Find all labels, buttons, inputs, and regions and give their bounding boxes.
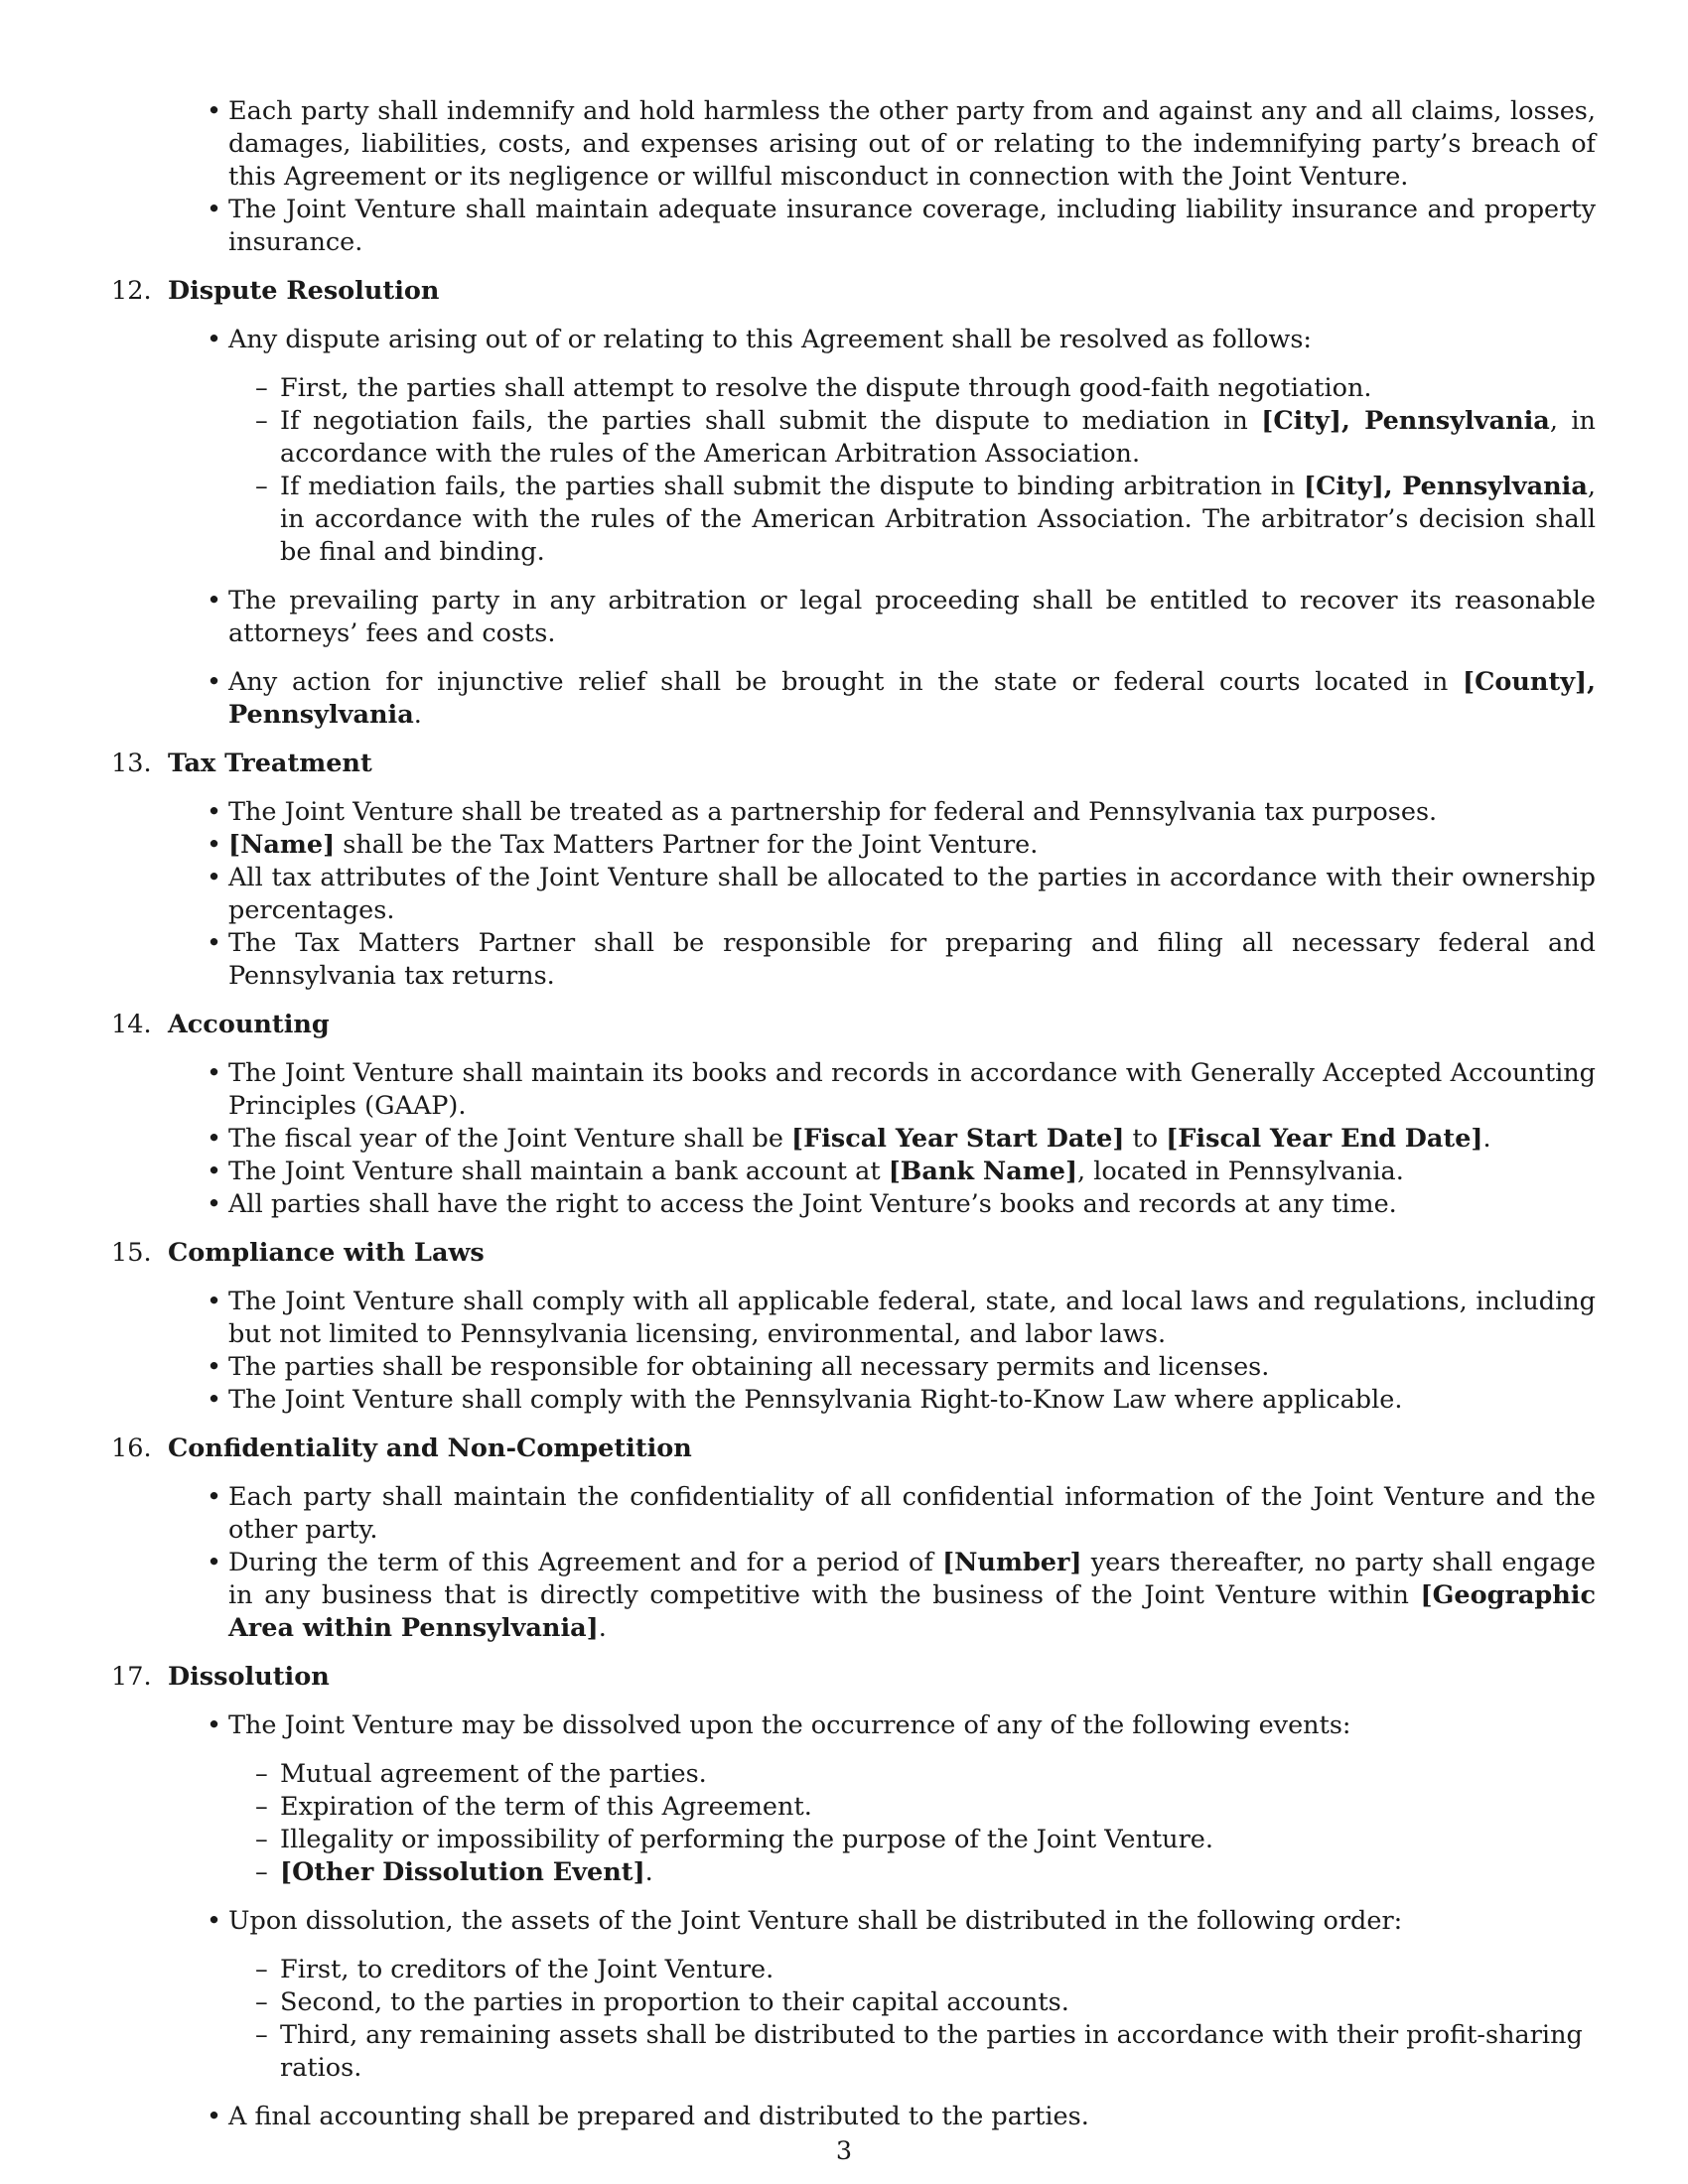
placeholder-field: [Geographic Area within Pennsylvania] bbox=[228, 1580, 1596, 1643]
list-item bbox=[111, 862, 1596, 927]
section-title: Compliance with Laws bbox=[168, 1238, 485, 1268]
item-text: The parties shall be responsible for obtaining all necessary permits and licenses. bbox=[228, 1352, 1270, 1382]
section-13-list bbox=[111, 796, 1596, 993]
section-title: Confidentiality and Non-Competition bbox=[168, 1433, 692, 1463]
section-number: 13. bbox=[111, 749, 152, 778]
list-item: • The Joint Venture shall maintain adequate insurance coverage, including liability insurance and property insurance. bbox=[111, 194, 1596, 259]
item-text: All tax attributes of the Joint Venture shall be allocated to the parties in accordance with their ownership percentages. bbox=[228, 863, 1596, 925]
list-item bbox=[111, 585, 1596, 650]
section-number: 16. bbox=[111, 1433, 152, 1463]
section-12-sublist bbox=[111, 372, 1596, 569]
section-title: Accounting bbox=[168, 1010, 330, 1039]
sub-list-item bbox=[111, 471, 1596, 569]
item-text: Illegality or impossibility of performing the purpose of the Joint Venture. bbox=[280, 1825, 1213, 1854]
item-text: If mediation fails, the parties shall submit the dispute to binding arbitration in bbox=[280, 472, 1305, 501]
item-text: Any dispute arising out of or relating to this Agreement shall be resolved as follows: bbox=[228, 325, 1312, 354]
section-title: Tax Treatment bbox=[168, 749, 372, 778]
item-text: A final accounting shall be prepared and distributed to the parties. bbox=[228, 2102, 1089, 2131]
section-17-sublist-events bbox=[111, 1758, 1596, 1889]
list-item bbox=[111, 1123, 1596, 1156]
item-text: shall be the Tax Matters Partner for the Joint Venture. bbox=[335, 830, 1039, 860]
section-number: 14. bbox=[111, 1010, 152, 1039]
item-text: , in accordance with the rules of the American Arbitration Association. bbox=[280, 406, 1596, 469]
section-12-list bbox=[111, 324, 1596, 356]
item-text: . bbox=[413, 700, 422, 730]
section-number: 12. bbox=[111, 276, 152, 306]
section-heading-15 bbox=[111, 1237, 1596, 1270]
section-17-list-cont2 bbox=[111, 2101, 1596, 2133]
section-17-sublist-order bbox=[111, 1954, 1596, 2085]
item-text: The Joint Venture shall maintain a bank account at bbox=[228, 1157, 889, 1186]
document-body bbox=[111, 95, 1596, 2133]
item-text: During the term of this Agreement and for a period of bbox=[228, 1548, 943, 1577]
section-heading-12 bbox=[111, 275, 1596, 308]
item-text: . bbox=[598, 1613, 607, 1643]
item-text: , in accordance with the rules of the American Arbitration Association. The arbitrator’s decision shall be final and binding. bbox=[280, 472, 1596, 567]
sub-list-item bbox=[111, 1856, 1596, 1889]
placeholder-field: [Bank Name] bbox=[888, 1157, 1078, 1186]
item-text: The fiscal year of the Joint Venture shall be bbox=[228, 1124, 792, 1154]
item-text: Upon dissolution, the assets of the Joint Venture shall be distributed in the following order: bbox=[228, 1906, 1403, 1936]
list-item bbox=[111, 666, 1596, 732]
section-16-list bbox=[111, 1481, 1596, 1645]
item-text: . bbox=[1482, 1124, 1491, 1154]
item-text: The Tax Matters Partner shall be responsible for preparing and filing all necessary federal and Pennsylvania tax returns. bbox=[228, 928, 1596, 991]
list-item bbox=[111, 1156, 1596, 1188]
list-item bbox=[111, 1384, 1596, 1417]
item-text: First, the parties shall attempt to resolve the dispute through good-faith negotiation. bbox=[280, 373, 1372, 403]
list-item bbox=[111, 324, 1596, 356]
list-item bbox=[111, 2101, 1596, 2133]
list-item bbox=[111, 796, 1596, 829]
section-heading-14 bbox=[111, 1009, 1596, 1041]
item-text: Each party shall maintain the confidentiality of all confidential information of the Joint Venture and the other party. bbox=[228, 1482, 1596, 1545]
list-item bbox=[111, 1709, 1596, 1742]
intro-bullets bbox=[111, 95, 1596, 259]
section-17-list-cont bbox=[111, 1905, 1596, 1938]
item-text: years thereafter, no party shall engage in any business that is directly competitive with the business of the Joint Venture within bbox=[228, 1548, 1596, 1610]
sub-list-item bbox=[111, 1758, 1596, 1791]
list-item bbox=[111, 1188, 1596, 1221]
sub-list-item bbox=[111, 1824, 1596, 1856]
sub-list-item bbox=[111, 405, 1596, 471]
item-text: If negotiation fails, the parties shall submit the dispute to mediation in bbox=[280, 406, 1262, 436]
section-heading-16 bbox=[111, 1433, 1596, 1465]
placeholder-field: [Fiscal Year End Date] bbox=[1166, 1124, 1483, 1154]
placeholder-field: [Name] bbox=[228, 830, 336, 860]
item-text: to bbox=[1124, 1124, 1167, 1154]
item-text: The Joint Venture may be dissolved upon the occurrence of any of the following events: bbox=[228, 1710, 1351, 1740]
section-title: Dispute Resolution bbox=[168, 276, 440, 306]
list-item bbox=[111, 1547, 1596, 1645]
section-heading-13 bbox=[111, 748, 1596, 780]
list-item bbox=[111, 829, 1596, 862]
sub-list-item bbox=[111, 372, 1596, 405]
section-heading-17 bbox=[111, 1661, 1596, 1694]
section-number: 17. bbox=[111, 1662, 152, 1692]
item-text: Third, any remaining assets shall be distributed to the parties in accordance with their profit-sharing ratios. bbox=[280, 2020, 1583, 2083]
section-number: 15. bbox=[111, 1238, 152, 1268]
list-item: • Each party shall indemnify and hold harmless the other party from and against any and all claims, losses, damages, liabilities, costs, and expenses arising out of or relating to the indemnifying party’s breach of this Agreement or its negligence or willful misconduct in connection with the Joint Venture. bbox=[111, 95, 1596, 194]
placeholder-field: [City], Pennsylvania bbox=[1304, 472, 1588, 501]
item-text: The prevailing party in any arbitration or legal proceeding shall be entitled to recover its reasonable attorneys’ fees and costs. bbox=[228, 586, 1596, 648]
item-text: The Joint Venture shall maintain its books and records in accordance with Generally Accepted Accounting Principles (GAAP). bbox=[228, 1058, 1596, 1121]
list-item bbox=[111, 927, 1596, 993]
item-text: . bbox=[644, 1857, 653, 1887]
item-text: The Joint Venture shall comply with all applicable federal, state, and local laws and regulations, including but not limited to Pennsylvania licensing, environmental, and labor laws. bbox=[228, 1287, 1596, 1349]
item-text: The Joint Venture shall comply with the Pennsylvania Right-to-Know Law where applicable. bbox=[228, 1385, 1403, 1415]
list-item bbox=[111, 1481, 1596, 1547]
list-item bbox=[111, 1905, 1596, 1938]
section-12-list-cont bbox=[111, 585, 1596, 650]
item-text: Mutual agreement of the parties. bbox=[280, 1759, 707, 1789]
item-text: Any action for injunctive relief shall be brought in the state or federal courts located in bbox=[228, 667, 1463, 697]
item-text: Expiration of the term of this Agreement. bbox=[280, 1792, 812, 1822]
section-14-list bbox=[111, 1057, 1596, 1221]
sub-list-item bbox=[111, 2019, 1596, 2085]
item-text: First, to creditors of the Joint Venture. bbox=[280, 1955, 774, 1984]
section-12-list-cont2 bbox=[111, 666, 1596, 732]
sub-list-item bbox=[111, 1954, 1596, 1986]
item-text: The Joint Venture shall be treated as a partnership for federal and Pennsylvania tax purposes. bbox=[228, 797, 1438, 827]
sub-list-item bbox=[111, 1791, 1596, 1824]
page-number: 3 bbox=[835, 2136, 853, 2166]
placeholder-field: [Fiscal Year Start Date] bbox=[791, 1124, 1125, 1154]
section-title: Dissolution bbox=[168, 1662, 330, 1692]
placeholder-field: [Number] bbox=[942, 1548, 1082, 1577]
section-15-list bbox=[111, 1286, 1596, 1417]
list-item bbox=[111, 1286, 1596, 1351]
list-item bbox=[111, 1351, 1596, 1384]
sub-list-item bbox=[111, 1986, 1596, 2019]
section-17-list bbox=[111, 1709, 1596, 1742]
list-item bbox=[111, 1057, 1596, 1123]
placeholder-field: [County], Pennsylvania bbox=[228, 667, 1596, 730]
item-text: All parties shall have the right to access the Joint Venture’s books and records at any time. bbox=[228, 1189, 1397, 1219]
placeholder-field: [Other Dissolution Event] bbox=[280, 1857, 645, 1887]
item-text: , located in Pennsylvania. bbox=[1077, 1157, 1404, 1186]
item-text: Second, to the parties in proportion to their capital accounts. bbox=[280, 1987, 1069, 2017]
placeholder-field: [City], Pennsylvania bbox=[1261, 406, 1550, 436]
